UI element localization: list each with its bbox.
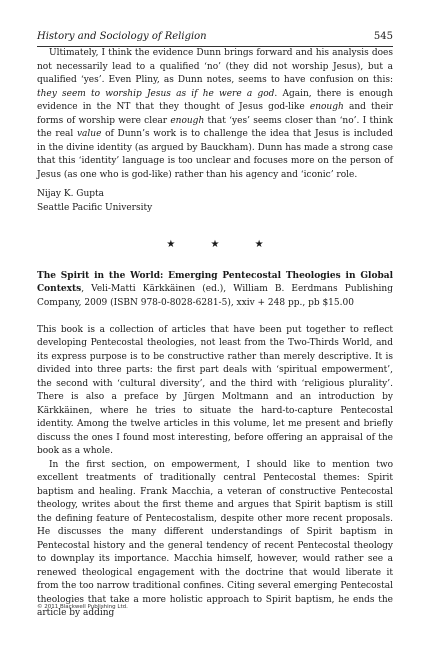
page-body bbox=[37, 47, 393, 621]
review-paragraph-1: This book is a collection of articles that have been put together to reflect developing Pentecostal theologies, not least from the Two-Thirds World, and its express purpose is to be constructive rather than merely descriptive. It is divided into three parts: the first part deals with ‘spiritual empowerment’, the second with ‘cultural diversity’, and the third with ‘religious plurality’. There is also a preface by Jürgen Moltmann and an introduction by Kärkkäinen, where he tries to situate the hard-to-capture Pentecostal identity. Among the twelve articles in this volume, let me present and briefly discuss the ones I found most interesting, before offering an appraisal of the book as a whole. bbox=[37, 324, 393, 456]
book-details: , Veli-Matti Kärkkäinen (ed.), William B. Eerdmans Publishing Company, 2009 (ISBN 978-0-8028-6281-5), xxiv + 248 pp., pb $15.00 bbox=[37, 284, 393, 308]
review-heading bbox=[37, 270, 393, 311]
text-run: and their forms of worship were clear bbox=[37, 102, 393, 126]
book-title: The Spirit in the World: Emerging Pentecostal Theologies in Global Contexts bbox=[37, 270, 393, 294]
italic-quote: they seem to worship Jesus as if he were a god bbox=[37, 88, 275, 99]
journal-title: History and Sociology of Religion bbox=[37, 31, 207, 42]
reviewer-name: Nijay K. Gupta bbox=[37, 189, 105, 199]
text-run: . Again, there is enough evidence in the NT that they thought of Jesus god-like bbox=[37, 88, 393, 112]
closing-paragraph bbox=[37, 47, 393, 182]
italic-word: enough bbox=[170, 115, 205, 126]
text-run: Ultimately, I think the evidence Dunn brings forward and his analysis does not necessarily lead to a qualified ‘no’ (they did not worship Jesus), but a qualified ‘yes’. Even Pliny, as Dunn notes, seems to have confusion on this: bbox=[37, 48, 393, 85]
copyright-footer: © 2011 Blackwell Publishing Ltd. bbox=[37, 604, 128, 610]
review-paragraph-2: In the first section, on empowerment, I should like to mention two excellent treatments of traditionally central Pentecostal themes: Spirit baptism and healing. Frank Macchia, a veteran of constructive Pentecostal theology, writes about the first theme and argues that Spirit baptism is still the defining feature of Pentecostalism, despite other more recent proposals. He discusses the many different understandings of Spirit baptism in Pentecostal history and the general tendency of recent Pentecostal theology to downplay its importance. Macchia himself, however, would rather see a renewed theological engagement with the doctrine that would liberate it from the too narrow traditional confines. Citing several emerging Pentecostal theologies that take a more holistic approach to Spirit baptism, he ends the article by adding bbox=[37, 459, 393, 618]
running-header bbox=[37, 30, 393, 47]
reviewer-affiliation: Seattle Pacific University bbox=[37, 202, 153, 213]
reviewer-signature bbox=[37, 188, 393, 215]
italic-word: enough bbox=[309, 102, 344, 112]
text-run: that ‘yes’ seems closer than ‘no’. I think the real bbox=[37, 115, 394, 139]
spacer bbox=[37, 310, 393, 324]
section-separator: ★ ★ ★ bbox=[166, 239, 280, 250]
page-number: 545 bbox=[373, 31, 393, 42]
text-run: of Dunn’s work is to challenge the idea that Jesus is included in the divine identity (as argued by Bauckham). Dunn has made a strong case that this ‘identity’ language is too unclear and focuses more on the person of Jesus (as one who is god-like) rather than his agency and ‘iconic’ role. bbox=[37, 129, 393, 180]
italic-word: value bbox=[76, 129, 102, 139]
